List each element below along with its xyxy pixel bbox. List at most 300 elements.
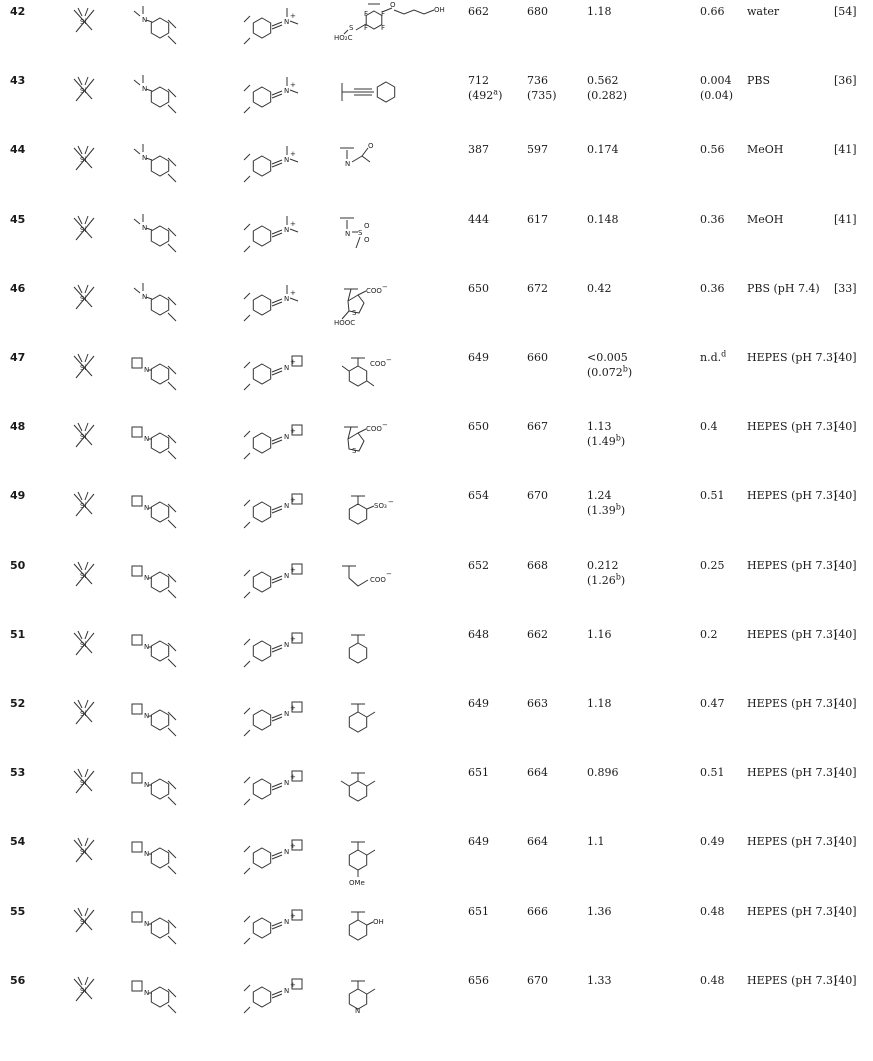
bond xyxy=(85,631,88,639)
attachment-bond xyxy=(168,728,176,736)
si-atom-label: Si xyxy=(80,502,87,511)
quantum-yield-value: 1.13 xyxy=(587,420,612,434)
solvent-value: PBS xyxy=(747,74,771,88)
n-atom-label: N xyxy=(284,640,290,649)
substituent-structure xyxy=(334,556,449,616)
bond xyxy=(85,216,88,224)
attachment-bond xyxy=(244,916,250,922)
emission-max-value: 617 xyxy=(527,212,548,226)
absorption-max-value: 444 xyxy=(468,212,489,226)
extinction-value xyxy=(700,696,725,711)
reference-value: [40] xyxy=(834,766,857,780)
quantum-yield-value: 1.24 xyxy=(587,489,612,503)
extinction-value xyxy=(700,627,718,642)
coo-label: COO xyxy=(366,286,382,295)
n-atom-label: N xyxy=(284,986,290,995)
solvent-value: MeOH xyxy=(747,212,784,226)
n-atom-label: N xyxy=(284,18,290,26)
benzene-ring xyxy=(253,226,270,246)
phenyl-ring xyxy=(349,850,366,870)
quantum-yield xyxy=(587,696,612,711)
bond xyxy=(342,311,349,319)
oh-label: OH xyxy=(373,917,384,926)
attachment-bond xyxy=(244,453,250,459)
absorption-max-value: 387 xyxy=(468,143,489,157)
quantum-yield xyxy=(587,419,625,449)
absorption-max-value: 712 xyxy=(468,74,489,88)
benzene-ring xyxy=(151,710,168,730)
si-atom-label: Si xyxy=(80,848,87,857)
silicon-bridge-structure xyxy=(66,902,106,938)
solvent-value: HEPES (pH 7.3) xyxy=(747,973,838,987)
solvent xyxy=(747,558,837,573)
extinction-value xyxy=(700,212,725,227)
iminium-structure xyxy=(236,694,306,738)
substituent-structure xyxy=(334,832,449,892)
extinction-value-footnote: d xyxy=(721,349,727,359)
amine-structure xyxy=(128,556,184,600)
benzene-ring xyxy=(253,364,270,384)
quantum-yield-value: 0.42 xyxy=(587,281,612,295)
charge-label: + xyxy=(290,219,296,228)
bond xyxy=(85,285,88,293)
silicon-bridge-structure xyxy=(66,694,106,730)
entry-number: 45 xyxy=(10,212,26,226)
benzene-ring xyxy=(151,572,168,592)
absorption-max xyxy=(468,765,489,780)
attachment-bond xyxy=(244,154,250,160)
table-row xyxy=(0,486,873,555)
emission-max-secondary-value: (735) xyxy=(527,89,557,103)
n-atom-label: N xyxy=(144,504,150,513)
o-atom-label: O xyxy=(368,142,374,151)
azetidine-ring xyxy=(132,635,142,645)
emission-max xyxy=(527,419,548,434)
extinction-value xyxy=(700,558,725,573)
benzene-ring xyxy=(151,918,168,938)
n-atom-label: N xyxy=(144,642,150,651)
charge-label: + xyxy=(290,358,296,366)
emission-max xyxy=(527,904,548,919)
solvent xyxy=(747,419,837,434)
attachment-bond xyxy=(168,36,176,44)
emission-max xyxy=(527,212,548,227)
si-atom-label: Si xyxy=(80,986,87,995)
benzene-ring xyxy=(253,87,270,107)
reference xyxy=(834,696,857,711)
quantum-yield xyxy=(587,904,612,919)
attachment-bond xyxy=(168,244,176,252)
bond xyxy=(367,506,374,509)
si-atom-label: Si xyxy=(80,779,87,788)
s-atom-label: S xyxy=(352,308,357,317)
silicon-bridge-structure xyxy=(66,556,106,592)
attachment-bond xyxy=(168,1005,176,1013)
amine-structure xyxy=(128,279,184,323)
reference xyxy=(834,142,857,157)
benzene-ring xyxy=(253,156,270,176)
iminium-structure xyxy=(236,210,306,254)
table-row xyxy=(0,279,873,348)
absorption-max-value: 650 xyxy=(468,420,489,434)
s-atom-label: S xyxy=(349,24,354,32)
emission-max-value: 672 xyxy=(527,281,548,295)
amine-structure xyxy=(128,486,184,530)
quantum-yield-secondary-footnote: b xyxy=(615,571,621,581)
phenyl-ring xyxy=(377,82,394,102)
phenyl-ring xyxy=(349,643,366,663)
charge-label: + xyxy=(290,704,296,712)
charge-label: + xyxy=(290,288,296,297)
quantum-yield xyxy=(587,765,619,780)
attachment-bond xyxy=(244,868,250,874)
n-atom-label: N xyxy=(284,156,290,165)
benzene-ring xyxy=(253,918,270,938)
quantum-yield-value: 0.562 xyxy=(587,74,619,88)
chain xyxy=(394,10,434,14)
attachment-bond xyxy=(168,797,176,805)
benzene-ring xyxy=(151,295,168,315)
quantum-yield xyxy=(587,4,612,19)
silicon-bridge-structure xyxy=(66,971,106,1007)
entry-number: 47 xyxy=(10,351,26,364)
attachment-bond xyxy=(244,570,250,576)
solvent xyxy=(747,142,783,157)
entry-number: 51 xyxy=(10,627,26,641)
n-atom-label: N xyxy=(284,779,290,788)
n-atom-label: N xyxy=(144,435,150,444)
oh-label: OH xyxy=(434,6,445,14)
table-row xyxy=(0,971,873,1040)
methyl-bond xyxy=(367,712,375,717)
bond xyxy=(290,21,298,24)
bond xyxy=(85,908,88,916)
solvent xyxy=(747,281,820,296)
azetidine-ring xyxy=(132,981,142,991)
table-row xyxy=(0,2,873,71)
table-row xyxy=(0,348,873,417)
entry-number: 56 xyxy=(10,973,26,987)
solvent-value: HEPES (pH 7.3) xyxy=(747,766,838,780)
o-atom-label: O xyxy=(364,221,370,230)
si-atom-label: Si xyxy=(80,571,87,580)
benzene-ring xyxy=(151,433,168,453)
extinction-value xyxy=(700,765,725,780)
extinction-value-value: 0.2 xyxy=(700,627,718,641)
chain xyxy=(349,566,368,586)
absorption-max xyxy=(468,4,489,19)
azetidine-ring xyxy=(132,496,142,506)
reference-value: [54] xyxy=(834,5,857,18)
quantum-yield-secondary-footnote: b xyxy=(615,433,621,443)
benzene-ring xyxy=(151,848,168,868)
coo-label: COO xyxy=(370,575,386,584)
benzene-ring xyxy=(151,156,168,176)
extinction-value-secondary-value: (0.04) xyxy=(700,89,734,103)
bond xyxy=(85,146,88,154)
emission-max xyxy=(527,627,548,642)
attachment-bond xyxy=(244,730,250,736)
reference-value: [41] xyxy=(834,143,857,157)
bond xyxy=(290,90,298,93)
n-atom-label: N xyxy=(142,223,148,232)
benzene-ring xyxy=(151,779,168,799)
attachment-bond xyxy=(244,384,250,390)
substituent-structure xyxy=(334,348,449,408)
reference xyxy=(834,973,857,988)
reference xyxy=(834,281,857,296)
emission-max-value: 668 xyxy=(527,558,548,572)
benzene-ring xyxy=(151,987,168,1007)
emission-max xyxy=(527,281,548,296)
emission-max xyxy=(527,350,548,365)
entry-number: 43 xyxy=(10,74,26,88)
attachment-bond xyxy=(168,659,176,667)
quantum-yield-value: 0.212 xyxy=(587,558,619,572)
attachment-bond xyxy=(244,107,250,113)
charge-label: − xyxy=(388,498,394,507)
n-atom-label: N xyxy=(144,919,150,928)
reference-value: [40] xyxy=(834,420,857,434)
hooc-label: HOOC xyxy=(334,318,356,327)
absorption-max-value: 656 xyxy=(468,973,489,987)
substituent-structure xyxy=(334,486,449,546)
absorption-max-secondary-value: (492$^a$) xyxy=(468,87,503,103)
benzene-ring xyxy=(253,433,270,453)
attachment-bond xyxy=(244,846,250,852)
emission-max-value: 680 xyxy=(527,5,548,18)
quantum-yield-secondary-value: (1.39$^b$) xyxy=(587,502,626,518)
quantum-yield xyxy=(587,558,625,588)
attachment-bond xyxy=(168,866,176,874)
solvent xyxy=(747,350,837,365)
benzene-ring xyxy=(253,502,270,522)
attachment-bond xyxy=(244,1007,250,1013)
table-row xyxy=(0,832,873,901)
attachment-bond xyxy=(168,382,176,390)
extinction-value-value: 0.25 xyxy=(700,558,725,572)
iminium-structure xyxy=(236,2,306,46)
iminium-structure xyxy=(236,556,306,600)
charge-label: + xyxy=(290,911,296,920)
emission-max xyxy=(527,488,548,503)
coo-label: COO xyxy=(366,425,382,434)
reference xyxy=(834,904,857,919)
solvent-value: HEPES (pH 7.3) xyxy=(747,558,838,572)
emission-max-value: 597 xyxy=(527,143,548,157)
attachment-bond xyxy=(168,590,176,598)
absorption-max-secondary-footnote: a xyxy=(493,87,499,97)
benzene-ring xyxy=(151,502,168,522)
extinction-value-value: 0.56 xyxy=(700,143,725,157)
bond xyxy=(85,77,88,85)
quantum-yield xyxy=(587,627,612,642)
absorption-max xyxy=(468,627,489,642)
tetrafluorophenyl-ring xyxy=(366,11,382,29)
entry-number: 55 xyxy=(10,904,26,918)
n-atom-label: N xyxy=(142,85,148,94)
absorption-max xyxy=(468,904,489,919)
extinction-value-value: 0.49 xyxy=(700,835,725,849)
charge-label: + xyxy=(290,150,296,159)
emission-max-value: 670 xyxy=(527,973,548,987)
solvent xyxy=(747,696,837,711)
silicon-bridge-structure xyxy=(66,2,106,38)
solvent xyxy=(747,212,783,227)
benzene-ring xyxy=(151,87,168,107)
azetidine-ring xyxy=(132,427,142,437)
benzene-ring xyxy=(253,848,270,868)
bond xyxy=(85,977,88,985)
absorption-max xyxy=(468,973,489,988)
si-atom-label: Si xyxy=(80,18,87,26)
table-row xyxy=(0,625,873,694)
phenyl-ring xyxy=(349,920,366,940)
amine-structure xyxy=(128,971,184,1015)
methyl-bond xyxy=(342,366,349,371)
bond xyxy=(356,237,360,248)
silicon-bridge-structure xyxy=(66,832,106,868)
absorption-max xyxy=(468,558,489,573)
attachment-bond xyxy=(168,174,176,182)
iminium-structure xyxy=(236,279,306,323)
quantum-yield xyxy=(587,973,612,988)
reference xyxy=(834,558,857,573)
emission-max xyxy=(527,4,548,19)
solvent-value: HEPES (pH 7.3) xyxy=(747,420,838,434)
benzene-ring xyxy=(253,987,270,1007)
n-atom-label: N xyxy=(284,917,290,926)
azetidine-ring xyxy=(132,704,142,714)
iminium-structure xyxy=(236,625,306,669)
phenyl-ring xyxy=(349,712,366,732)
emission-max-value: 660 xyxy=(527,351,548,364)
emission-max-value: 664 xyxy=(527,766,548,780)
azetidine-ring xyxy=(132,842,142,852)
absorption-max xyxy=(468,488,489,503)
reference-value: [40] xyxy=(834,558,857,572)
quantum-yield xyxy=(587,834,605,849)
methyl-bond xyxy=(367,781,375,786)
n-atom-label: N xyxy=(284,502,290,511)
entry-number: 54 xyxy=(10,835,26,849)
absorption-max-value: 651 xyxy=(468,904,489,918)
n-atom-label: N xyxy=(144,781,150,790)
table-row xyxy=(0,763,873,832)
substituent-structure xyxy=(334,763,449,823)
attachment-bond xyxy=(244,176,250,182)
extinction-value-value: 0.47 xyxy=(700,697,725,710)
bond xyxy=(134,11,140,16)
attachment-bond xyxy=(244,500,250,506)
absorption-max-value: 652 xyxy=(468,558,489,572)
table-row xyxy=(0,71,873,140)
bond xyxy=(134,219,140,224)
si-atom-label: Si xyxy=(80,156,87,165)
attachment-bond xyxy=(244,16,250,22)
reference xyxy=(834,765,857,780)
solvent xyxy=(747,4,779,19)
extinction-value-value: 0.36 xyxy=(700,212,725,226)
attachment-bond xyxy=(244,708,250,714)
n-atom-label: N xyxy=(345,160,351,169)
iminium-structure xyxy=(236,417,306,461)
entry-number: 52 xyxy=(10,697,26,710)
emission-max-value: 662 xyxy=(527,627,548,641)
attachment-bond xyxy=(244,592,250,598)
charge-label: + xyxy=(290,773,296,782)
iminium-structure xyxy=(236,71,306,115)
iminium-structure xyxy=(236,971,306,1015)
emission-max xyxy=(527,73,557,103)
s-atom-label: S xyxy=(352,447,357,456)
azetidine-ring xyxy=(132,566,142,576)
attachment-bond xyxy=(244,799,250,805)
emission-max xyxy=(527,973,548,988)
extinction-value-value: 0.36 xyxy=(700,281,725,295)
methyl-bond xyxy=(367,850,375,855)
attachment-bond xyxy=(168,451,176,459)
quantum-yield xyxy=(587,73,627,103)
substituent-structure xyxy=(334,140,449,200)
si-atom-label: Si xyxy=(80,87,87,96)
extinction-value-value: 0.004 xyxy=(700,74,732,88)
entry-number: 48 xyxy=(10,420,26,434)
quantum-yield-secondary-value: (1.26$^b$) xyxy=(587,571,626,587)
absorption-max xyxy=(468,281,489,296)
bond xyxy=(134,80,140,85)
extinction-value xyxy=(700,350,726,365)
solvent-value: HEPES (pH 7.3) xyxy=(747,697,838,710)
table-row xyxy=(0,694,873,763)
absorption-max xyxy=(468,73,502,103)
reference xyxy=(834,4,857,19)
quantum-yield xyxy=(587,142,619,157)
silicon-bridge-structure xyxy=(66,279,106,315)
solvent-value: MeOH xyxy=(747,143,784,157)
quantum-yield-secondary-footnote: b xyxy=(622,364,628,374)
reference-value: [40] xyxy=(834,489,857,503)
o-atom-label: O xyxy=(390,2,396,9)
emission-max-value: 666 xyxy=(527,904,548,918)
n-atom-label: N xyxy=(144,366,150,374)
solvent xyxy=(747,627,837,642)
charge-label: + xyxy=(290,842,296,851)
n-atom-label: N xyxy=(284,225,290,234)
benzene-ring xyxy=(151,18,168,38)
silicon-bridge-structure xyxy=(66,140,106,176)
bond xyxy=(352,156,362,162)
emission-max-value: 670 xyxy=(527,489,548,503)
charge-label: + xyxy=(290,565,296,574)
quantum-yield xyxy=(587,281,612,296)
reference-value: [36] xyxy=(834,74,857,88)
amine-structure xyxy=(128,140,184,184)
solvent-value: PBS (pH 7.4) xyxy=(747,281,820,295)
phenyl-ring xyxy=(349,366,366,386)
amine-structure xyxy=(128,71,184,115)
silicon-bridge-structure xyxy=(66,625,106,661)
n-atom-label: N xyxy=(284,364,290,372)
silicon-bridge-structure xyxy=(66,763,106,799)
bond xyxy=(85,700,88,708)
absorption-max-value: 649 xyxy=(468,835,489,849)
solvent xyxy=(747,765,837,780)
attachment-bond xyxy=(244,224,250,230)
silicon-bridge-structure xyxy=(66,417,106,453)
quantum-yield-value: 0.148 xyxy=(587,212,619,226)
quantum-yield-secondary-footnote: b xyxy=(615,502,621,512)
